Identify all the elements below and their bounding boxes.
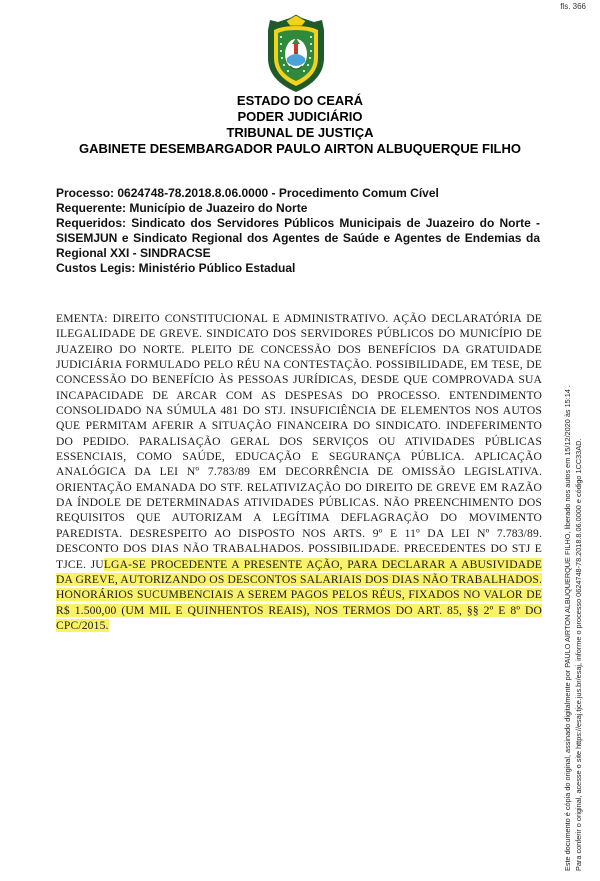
heading-court: TRIBUNAL DE JUSTIÇA <box>226 125 374 140</box>
signature-line-2: Para conferir o original, acesse o site https://esaj.tjce.jus.br/esaj, informe o processo 0624748-78.2018.8.06.0000 e código 1CC33AD. <box>574 438 583 871</box>
heading-chamber: GABINETE DESEMBARGADOR PAULO AIRTON ALBUQUERQUE FILHO <box>78 141 521 156</box>
signature-line-1: Este documento é cópia do original, assinado digitalmente por PAULO AIRTON ALBUQUERQUE FILHO, liberado nos autos em 15/12/2020 às 15:14 . <box>563 385 572 871</box>
ementa-paragraph <box>56 311 542 633</box>
heading-power: PODER JUDICIÁRIO <box>237 109 363 124</box>
page-folio: fls. 366 <box>560 2 586 11</box>
case-details <box>56 186 540 276</box>
case-custos-legis: Custos Legis: Ministério Público Estadual <box>56 261 296 275</box>
document-heading <box>0 93 600 157</box>
case-number: Processo: 0624748-78.2018.8.06.0000 - Procedimento Comum Cível <box>56 186 439 200</box>
ementa-highlighted-text: LGA-SE PROCEDENTE A PRESENTE AÇÃO, PARA DECLARAR A ABUSIVIDADE DA GREVE, AUTORIZANDO OS DESCONTOS SALARIAIS DOS DIAS NÃO TRABALHADOS. HONORÁRIOS SUCUMBENCIAIS A SEREM PAGOS PELOS RÉUS, FIXADOS NO VALOR DE R$ 1.500,00 (UM MIL E QUINHENTOS REAIS), NOS TERMOS DO ART. 85, §§ 2º E 8º DO CPC/2015. <box>56 557 542 632</box>
digital-signature-note <box>562 7 584 871</box>
ementa-text: EMENTA: DIREITO CONSTITUCIONAL E ADMINISTRATIVO. AÇÃO DECLARATÓRIA DE ILEGALIDADE DE GREVE. SINDICATO DOS SERVIDORES PÚBLICOS DO MUNICÍPIO DE JUAZEIRO DO NORTE. PLEITO DE CONCESSÃO DOS BENEFÍCIOS DA GRATUIDADE JUDICIÁRIA FORMULADO PELO RÉU NA CONTESTAÇÃO. POSSIBILIDADE, EM TESE, DE CONCESSÃO DO BENEFÍCIO ÀS PESSOAS JURÍDICAS, DESDE QUE COMPROVADA SUA INCAPACIDADE DE ARCAR COM AS DESPESAS DO PROCESSO. ENTENDIMENTO CONSOLIDADO NA SÚMULA 481 DO STJ. INSUFICIÊNCIA DE ELEMENTOS NOS AUTOS QUE PERMITAM AFERIR A SITUAÇÃO FINANCEIRA DO SINDICATO. INDEFERIMENTO DO PEDIDO. PARALISAÇÃO GERAL DOS SERVIÇOS OU ATIVIDADES PÚBLICAS ESSENCIAIS, COMO SAÚDE, EDUCAÇÃO E SEGURANÇA PÚBLICA. APLICAÇÃO ANALÓGICA DA LEI Nº 7.783/89 EM DECORRÊNCIA DE OMISSÃO LEGISLATIVA. ORIENTAÇÃO EMANADA DO STF. RELATIVIZAÇÃO DO DIREITO DE GREVE EM RAZÃO DA ÍNDOLE DE DETERMINADAS ATIVIDADES PÚBLICAS. NÃO PREENCHIMENTO DOS REQUISITOS QUE AUTORIZAM A LEGÍTIMA DEFLAGRAÇÃO DO MOVIMENTO PAREDISTA. DESRESPEITO AO DISPOSTO NOS ARTS. 9º E 11º DA LEI Nº 7.783/89. DESCONTO DOS DIAS NÃO TRABALHADOS. POSSIBILIDADE. PRECEDENTES DO STJ E TJCE. JU <box>56 312 542 571</box>
case-plaintiff: Requerente: Município de Juazeiro do Norte <box>56 201 308 215</box>
ceara-coat-of-arms-icon <box>264 14 328 94</box>
case-defendants: Requeridos: Sindicato dos Servidores Públicos Municipais de Juazeiro do Norte - SISEMJUN e Sindicato Regional dos Agentes de Saúde e Agentes de Endemias da Regional XXI - SINDRACSE <box>56 216 540 260</box>
heading-state: ESTADO DO CEARÁ <box>236 93 364 108</box>
